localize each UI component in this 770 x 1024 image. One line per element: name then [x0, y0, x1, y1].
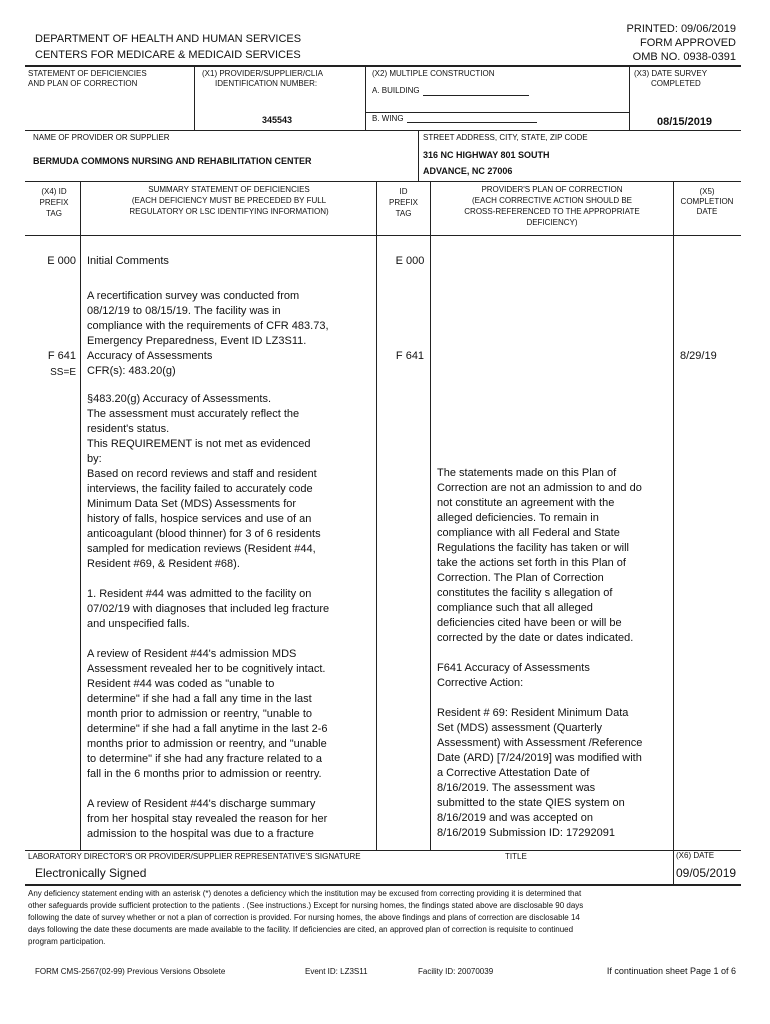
column-header-bottom [25, 235, 741, 236]
form-number: FORM CMS-2567(02-99) Previous Versions Obsolete [35, 967, 226, 976]
x4-header: PREFIX [39, 198, 69, 207]
address-line-1: 316 NC HIGHWAY 801 SOUTH [423, 150, 550, 160]
x1-label: IDENTIFICATION NUMBER: [215, 79, 318, 88]
box-top-border [25, 65, 741, 67]
survey-completed-date: 08/15/2019 [657, 116, 713, 128]
tag-f641: F 641 [47, 350, 76, 362]
department-title: DEPARTMENT OF HEALTH AND HUMAN SERVICES [35, 33, 302, 45]
x4-header: (X4) ID [41, 187, 67, 196]
disclosure-notice: Any deficiency statement ending with an asterisk (*) denotes a deficiency which the institution may be excused from correcting providing it is determined that other safeguards provide sufficient protection to the patients . (See instructions.) Except for nursing homes, the findings stated above are disclosable 90 days following the date of survey whether or not a plan of correction is provided. For nursing homes, the above findings and plans of correction are disclosable 14 days following the date these documents are made available to the facility. If deficiencies are cited, an approved plan of correction is requisite to continued program participation. [28, 889, 584, 946]
column-divider [430, 182, 431, 850]
divider [673, 850, 674, 884]
divider [25, 181, 741, 182]
f641-title: Accuracy of Assessments [87, 350, 213, 362]
signature-label: LABORATORY DIRECTOR'S OR PROVIDER/SUPPLIER REPRESENTATIVE'S SIGNATURE [28, 852, 361, 861]
divider [25, 130, 741, 131]
id-header: PREFIX [389, 198, 418, 207]
recertification-text: A recertification survey was conducted from 08/12/19 to 08/15/19. The facility was in compliance with the requirements of CFR 483.73, Emergency Preparedness, Event ID LZ3S11. [87, 290, 329, 347]
x4-header: TAG [46, 209, 62, 218]
divider [25, 884, 741, 886]
signature-date: 09/05/2019 [676, 866, 737, 880]
divider [629, 66, 630, 130]
tag-e000: E 000 [47, 255, 76, 267]
tag-e000-right: E 000 [395, 255, 425, 267]
page-indicator: If continuation sheet Page 1 of 6 [606, 966, 736, 976]
facility-id: Facility ID: 20070039 [418, 967, 494, 976]
column-divider [673, 182, 674, 850]
signature-value: Electronically Signed [35, 866, 147, 880]
e000-title: Initial Comments [87, 255, 169, 267]
divider [365, 66, 366, 130]
plan-header: (EACH CORRECTIVE ACTION SHOULD BE [471, 196, 633, 205]
column-divider [376, 182, 377, 850]
provider-id-number: 345543 [262, 115, 293, 125]
tag-f641-right: F 641 [395, 350, 425, 362]
omb-number: OMB NO. 0938-0391 [632, 51, 736, 63]
scope-severity: SS=E [50, 367, 76, 378]
x1-label: (X1) PROVIDER/SUPPLIER/CLIA [202, 69, 323, 78]
building-line [423, 95, 529, 96]
x3-label: (X3) DATE SURVEY [634, 69, 708, 78]
divider [418, 130, 419, 181]
plan-header: CROSS-REFERENCED TO THE APPROPRIATE [464, 207, 640, 216]
x2-label: (X2) MULTIPLE CONSTRUCTION [372, 69, 495, 78]
cfr-reference: CFR(s): 483.20(g) [87, 365, 176, 377]
provider-name: BERMUDA COMMONS NURSING AND REHABILITATION CENTER [33, 156, 312, 166]
column-divider [80, 182, 81, 850]
summary-header: (EACH DEFICIENCY MUST BE PRECEDED BY FULL [131, 196, 327, 205]
plan-of-correction-text: The statements made on this Plan of Correction are not an admission to and do not constitute an agreement with the alleged deficiencies. To remain in compliance with all Federal and State Regulations the facility has taken or will take the actions set forth in this Plan of Correction. The Plan of Correction constitutes the facility s allegation of compliance such that all alleged deficiencies cited have been or will be corrected by the date or dates indicated. F641 Accuracy of Assessments Corrective Action: Resident # 69: Resident Minimum Data Set (MDS) assessment (Quarterly Assessment) with Assessment /Reference Date (ARD) [7/24/2019] was modified with a Corrective Attestation Date of 8/16/2019. The assessment was submitted to the state QIES system on 8/16/2019 and was accepted on 8/16/2019 Submission ID: 17292091 [437, 467, 643, 839]
wing-label: B. WING [372, 114, 404, 123]
provider-name-label: NAME OF PROVIDER OR SUPPLIER [33, 133, 170, 142]
printed-date: PRINTED: 09/06/2019 [626, 23, 736, 35]
deficiency-text: §483.20(g) Accuracy of Assessments. The assessment must accurately reflect the resident's status. This REQUIREMENT is not met as evidenced by: Based on record reviews and staff and resident interviews, the facility failed to accurately code Minimum Data Set (MDS) Assessments for history of falls, hospice services and use of an anticoagulant (blood thinner) for 3 of 6 residents sampled for medication reviews (Resident #44, Resident #69, & Resident #68). 1. Resident #44 was admitted to the facility on 07/02/19 with diagnoses that included leg fracture and unspecified falls. A review of Resident #44's admission MDS Assessment revealed her to be cognitively intact. Resident #44 was coded as "unable to determine" if she had a fall any time in the last month prior to admission or reentry, "unable to determine" if she had a fall anytime in the last 2-6 months prior to admission or reentry, and "unable to determine" if she had any fracture related to a fall in the 6 months prior to admission or reentry. A review of Resident #44's discharge summary from her hospital stay revealed the reason for her admission to the hospital was due to a fracture [87, 393, 330, 840]
address-line-2: ADVANCE, NC 27006 [423, 166, 513, 176]
form-approved: FORM APPROVED [640, 37, 736, 49]
divider [25, 850, 741, 851]
title-label: TITLE [505, 852, 527, 861]
statement-label: STATEMENT OF DEFICIENCIES [28, 69, 147, 78]
building-label: A. BUILDING [372, 86, 420, 95]
statement-label: AND PLAN OF CORRECTION [28, 79, 138, 88]
centers-title: CENTERS FOR MEDICARE & MEDICAID SERVICES [35, 49, 301, 61]
x3-label: COMPLETED [651, 79, 701, 88]
x5-header: DATE [696, 207, 718, 216]
f641-completion-date: 8/29/19 [680, 350, 717, 362]
id-header: ID [399, 187, 408, 196]
plan-header: DEFICIENCY) [526, 218, 578, 227]
id-header: TAG [395, 209, 412, 218]
event-id: Event ID: LZ3S11 [305, 967, 368, 976]
date-label: (X6) DATE [676, 851, 715, 860]
x5-header: (X5) [699, 187, 715, 196]
summary-header: REGULATORY OR LSC IDENTIFYING INFORMATION) [129, 207, 329, 216]
summary-header: SUMMARY STATEMENT OF DEFICIENCIES [148, 185, 310, 194]
wing-line [407, 122, 537, 123]
x5-header: COMPLETION [680, 197, 734, 206]
divider [366, 112, 629, 113]
plan-header: PROVIDER'S PLAN OF CORRECTION [481, 185, 623, 194]
address-label: STREET ADDRESS, CITY, STATE, ZIP CODE [423, 133, 588, 142]
divider [194, 66, 195, 130]
